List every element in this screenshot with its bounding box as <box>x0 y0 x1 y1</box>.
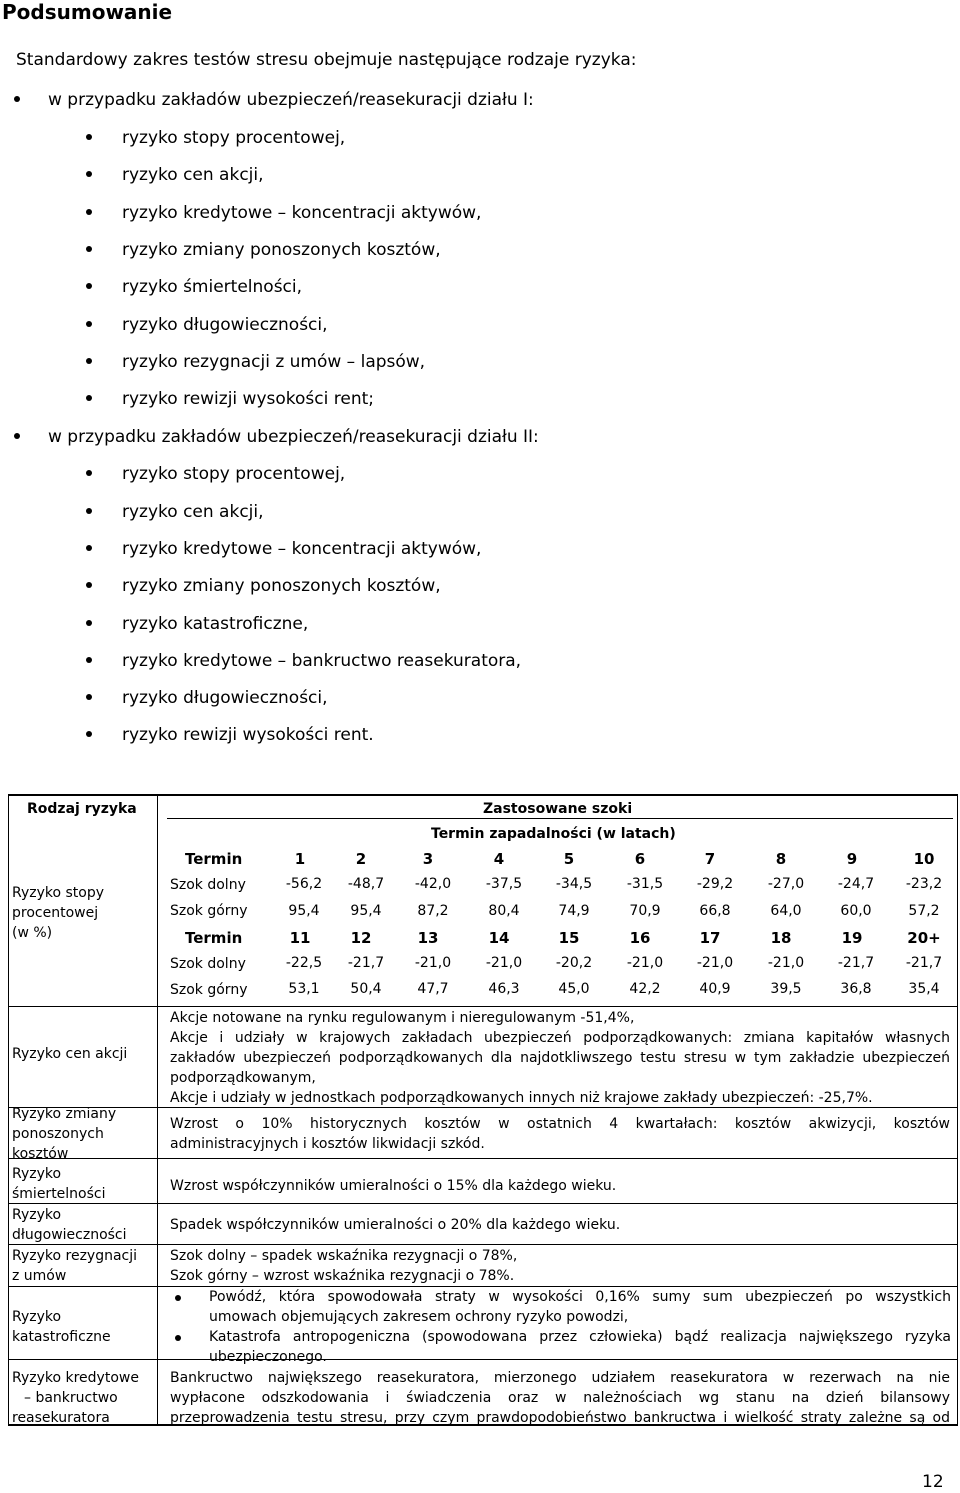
bullet-icon <box>86 283 92 289</box>
text-line: zakładów ubezpieczeń podporządkowanych dla najdotkliwszego testu stresu w tym zakładzie ubezpieczeń <box>170 1050 950 1066</box>
mortality-risk-label <box>12 1164 106 1204</box>
termin-label: Termin <box>185 850 243 868</box>
list-item <box>86 240 441 260</box>
upper-value: 40,9 <box>699 981 731 997</box>
lower-shock-label: Szok dolny <box>170 877 246 893</box>
list-item-text: ryzyko zmiany ponoszonych kosztów, <box>122 576 441 596</box>
upper-value: 70,9 <box>629 903 661 919</box>
upper-value: 45,0 <box>558 981 590 997</box>
list-item <box>86 165 264 185</box>
label-line: ponoszonych <box>12 1126 104 1142</box>
page-heading: Podsumowanie <box>0 0 960 26</box>
list-item <box>86 389 374 409</box>
term-cell: 14 <box>488 929 510 947</box>
upper-value: 87,2 <box>417 903 449 919</box>
lower-value: -21,0 <box>696 955 734 971</box>
lower-value: -29,2 <box>696 876 734 892</box>
term-cell: 7 <box>704 850 716 868</box>
term-cell: 9 <box>846 850 858 868</box>
bullet-icon <box>175 1295 181 1301</box>
table-column-divider <box>157 794 158 1426</box>
label-line: reasekuratora <box>12 1410 110 1426</box>
bullet-icon <box>86 246 92 252</box>
label-line: (w %) <box>12 925 53 941</box>
label-line: – bankructwo <box>24 1390 118 1406</box>
upper-value: 57,2 <box>908 903 940 919</box>
cat-risk-label <box>12 1307 111 1347</box>
lower-value: -24,7 <box>837 876 875 892</box>
col-header-shocks: Zastosowane szoki <box>483 801 633 817</box>
label-line: Ryzyko <box>12 1309 62 1325</box>
label-line: Ryzyko zmiany <box>12 1106 117 1122</box>
term-cell: 18 <box>770 929 792 947</box>
list-item <box>86 725 374 745</box>
term-cell: 5 <box>563 850 575 868</box>
lower-value: -48,7 <box>347 876 385 892</box>
term-cell: 15 <box>558 929 580 947</box>
list-item <box>86 502 264 522</box>
upper-value: 36,8 <box>840 981 872 997</box>
bullet-icon <box>86 657 92 663</box>
list-item <box>86 614 308 634</box>
list-item-text: ryzyko długowieczności, <box>122 315 328 335</box>
equity-risk-label: Ryzyko cen akcji <box>12 1046 128 1062</box>
text-line: Akcje i udziały w krajowych zakładach ubezpieczeń podporządkowanych: zmiana kapitałów własnych <box>170 1030 950 1046</box>
text-line: Akcje i udziały w jednostkach podporządkowanych innych niż krajowe zakłady ubezpieczeń: -25,7%. <box>170 1090 873 1106</box>
label-line: procentowej <box>12 905 99 921</box>
bullet-icon <box>86 209 92 215</box>
lapse-risk-label <box>12 1246 137 1286</box>
rate-risk-label <box>12 883 104 943</box>
text-line: Wzrost o 10% historycznych kosztów w ostatnich 4 kwartałach: kosztów akwizycji, kosztów <box>170 1116 950 1132</box>
list-item <box>86 576 441 596</box>
upper-value: 80,4 <box>488 903 520 919</box>
cat-bullet-1 <box>209 1287 951 1327</box>
label-line: długowieczności <box>12 1227 127 1243</box>
text-line: Bankructwo największego reasekuratora, mierzonego udziałem reasekuratora w rezerwach na nie <box>170 1370 950 1386</box>
lower-shock-label: Szok dolny <box>170 956 246 972</box>
list-item <box>86 464 345 484</box>
lower-value: -31,5 <box>626 876 664 892</box>
lower-value: -21,0 <box>414 955 452 971</box>
term-cell: 6 <box>634 850 646 868</box>
upper-value: 95,4 <box>288 903 320 919</box>
lower-value: -23,2 <box>905 876 943 892</box>
lower-value: -56,2 <box>285 876 323 892</box>
lower-value: -20,2 <box>555 955 593 971</box>
bullet-icon <box>86 620 92 626</box>
group2-title-text: w przypadku zakładów ubezpieczeń/reasekuracji działu II: <box>48 427 539 447</box>
bullet-icon <box>175 1335 181 1341</box>
term-cell: 3 <box>422 850 434 868</box>
page-number: 12 <box>922 1472 944 1492</box>
bullet-icon <box>86 321 92 327</box>
label-line: Ryzyko kredytowe <box>12 1370 139 1386</box>
text-line: Szok dolny – spadek wskaźnika rezygnacji o 78%, <box>170 1248 518 1264</box>
upper-value: 42,2 <box>629 981 661 997</box>
list-item-text: ryzyko rewizji wysokości rent. <box>122 725 374 745</box>
upper-shock-label: Szok górny <box>170 982 248 998</box>
lower-value: -21,7 <box>837 955 875 971</box>
label-line: z umów <box>12 1268 67 1284</box>
stress-shock-table <box>8 794 958 1428</box>
label-line: Ryzyko rezygnacji <box>12 1248 138 1264</box>
list-item-text: ryzyko zmiany ponoszonych kosztów, <box>122 240 441 260</box>
text-line: przeprowadzenia testu stresu, przy czym prawdopodobieństwo bankructwa i wielkość straty zależne są od <box>170 1410 950 1426</box>
term-cell: 2 <box>355 850 367 868</box>
term-cell: 13 <box>417 929 439 947</box>
mortality-description: Wzrost współczynników umieralności o 15% dla każdego wieku. <box>170 1178 617 1194</box>
upper-value: 53,1 <box>288 981 320 997</box>
list-item-text: ryzyko długowieczności, <box>122 688 328 708</box>
bullet-icon <box>14 433 20 439</box>
list-item-text: ryzyko rewizji wysokości rent; <box>122 389 374 409</box>
cost-description <box>170 1114 950 1154</box>
list-item-text: ryzyko cen akcji, <box>122 165 264 185</box>
col-header-risk-type: Rodzaj ryzyka <box>27 801 137 817</box>
text-line: Szok górny – wzrost wskaźnika rezygnacji o 78%. <box>170 1268 515 1284</box>
reinsurer-description <box>170 1368 950 1428</box>
bullet-icon <box>86 545 92 551</box>
bullet-icon <box>86 358 92 364</box>
group1-title-text: w przypadku zakładów ubezpieczeń/reasekuracji działu I: <box>48 90 534 110</box>
term-cell: 10 <box>913 850 935 868</box>
term-cell: 4 <box>493 850 505 868</box>
bullet-icon <box>86 508 92 514</box>
list-item-text: ryzyko śmiertelności, <box>122 277 303 297</box>
row-divider <box>8 1158 958 1159</box>
lower-value: -21,0 <box>485 955 523 971</box>
lower-value: -22,5 <box>285 955 323 971</box>
label-line: śmiertelności <box>12 1186 106 1202</box>
bullet-icon <box>86 731 92 737</box>
upper-value: 50,4 <box>350 981 382 997</box>
table-right-border <box>957 794 958 1426</box>
bullet-icon <box>86 470 92 476</box>
table-left-border <box>8 794 9 1426</box>
upper-value: 64,0 <box>770 903 802 919</box>
upper-value: 60,0 <box>840 903 872 919</box>
lapse-description <box>170 1246 517 1286</box>
cost-risk-label <box>12 1104 116 1164</box>
upper-value: 39,5 <box>770 981 802 997</box>
row-divider <box>8 1244 958 1245</box>
list-item-text: ryzyko rezygnacji z umów – lapsów, <box>122 352 426 372</box>
term-cell: 16 <box>629 929 651 947</box>
lower-value: -21,0 <box>626 955 664 971</box>
text-line: umowach objemujących zakresem ochrony ryzyko powodzi, <box>209 1309 629 1325</box>
text-line: ubezpieczonego. <box>209 1349 327 1365</box>
group2-title <box>14 427 539 447</box>
list-item-text: ryzyko stopy procentowej, <box>122 464 346 484</box>
group1-title <box>14 90 534 110</box>
bullet-icon <box>14 96 20 102</box>
list-item-text: ryzyko stopy procentowej, <box>122 128 346 148</box>
lower-value: -27,0 <box>767 876 805 892</box>
list-item-text: ryzyko cen akcji, <box>122 502 264 522</box>
bullet-icon <box>86 582 92 588</box>
list-item <box>86 277 302 297</box>
intro-text: Standardowy zakres testów stresu obejmuje następujące rodzaje ryzyka: <box>16 50 637 70</box>
bullet-icon <box>86 395 92 401</box>
row-divider <box>8 1203 958 1204</box>
label-line: Ryzyko <box>12 1207 62 1223</box>
term-header: Termin zapadalności (w latach) <box>431 826 676 842</box>
list-item-text: ryzyko katastroficzne, <box>122 614 309 634</box>
lower-value: -42,0 <box>414 876 452 892</box>
list-item <box>86 651 521 671</box>
lower-value: -34,5 <box>555 876 593 892</box>
list-item <box>86 315 328 335</box>
term-cell: 11 <box>289 929 311 947</box>
text-line: wypłacone odszkodowania i świadczenia oraz w należnościach wg stanu na dzień bilansowy <box>170 1390 950 1406</box>
lower-value: -37,5 <box>485 876 523 892</box>
row-divider <box>8 1006 958 1007</box>
text-line: Katastrofa antropogeniczna (spowodowana przez człowieka) bądź realizacja największego ryzyka <box>209 1329 951 1345</box>
term-cell: 19 <box>841 929 863 947</box>
upper-value: 35,4 <box>908 981 940 997</box>
termin-label: Termin <box>185 929 243 947</box>
text-line: podporządkowanym, <box>170 1070 316 1086</box>
list-item <box>86 539 481 559</box>
lower-value: -21,7 <box>905 955 943 971</box>
reinsurer-risk-label <box>12 1368 139 1428</box>
lower-value: -21,0 <box>767 955 805 971</box>
term-cell: 1 <box>294 850 306 868</box>
list-item <box>86 688 328 708</box>
bullet-icon <box>86 134 92 140</box>
table-top-border <box>8 794 958 796</box>
bullet-icon <box>86 171 92 177</box>
label-line: Ryzyko <box>12 1166 62 1182</box>
label-line: kosztów <box>12 1146 69 1162</box>
term-cell: 8 <box>775 850 787 868</box>
label-line: Ryzyko stopy <box>12 885 105 901</box>
list-item <box>86 352 425 372</box>
label-line: katastroficzne <box>12 1329 111 1345</box>
list-item <box>86 128 345 148</box>
upper-value: 74,9 <box>558 903 590 919</box>
longevity-risk-label <box>12 1205 127 1245</box>
text-line: Powódź, która spowodowała straty w wysokości 0,16% sumy sum ubezpieczeń po wszystkich <box>209 1289 951 1305</box>
equity-description <box>170 1008 950 1108</box>
list-item <box>86 203 481 223</box>
upper-value: 66,8 <box>699 903 731 919</box>
list-item-text: ryzyko kredytowe – koncentracji aktywów, <box>122 203 482 223</box>
term-cell: 17 <box>699 929 721 947</box>
upper-shock-label: Szok górny <box>170 903 248 919</box>
term-cell: 20+ <box>907 929 941 947</box>
cat-bullet-2 <box>209 1327 951 1367</box>
list-item-text: ryzyko kredytowe – bankructwo reasekuratora, <box>122 651 522 671</box>
upper-value: 47,7 <box>417 981 449 997</box>
text-line: Akcje notowane na rynku regulowanym i nieregulowanym -51,4%, <box>170 1010 635 1026</box>
text-line: administracyjnych i kosztów likwidacji szkód. <box>170 1136 485 1152</box>
list-item-text: ryzyko kredytowe – koncentracji aktywów, <box>122 539 482 559</box>
longevity-description: Spadek współczynników umieralności o 20% dla każdego wieku. <box>170 1217 621 1233</box>
upper-value: 95,4 <box>350 903 382 919</box>
term-cell: 12 <box>350 929 372 947</box>
bullet-icon <box>86 694 92 700</box>
lower-value: -21,7 <box>347 955 385 971</box>
upper-value: 46,3 <box>488 981 520 997</box>
